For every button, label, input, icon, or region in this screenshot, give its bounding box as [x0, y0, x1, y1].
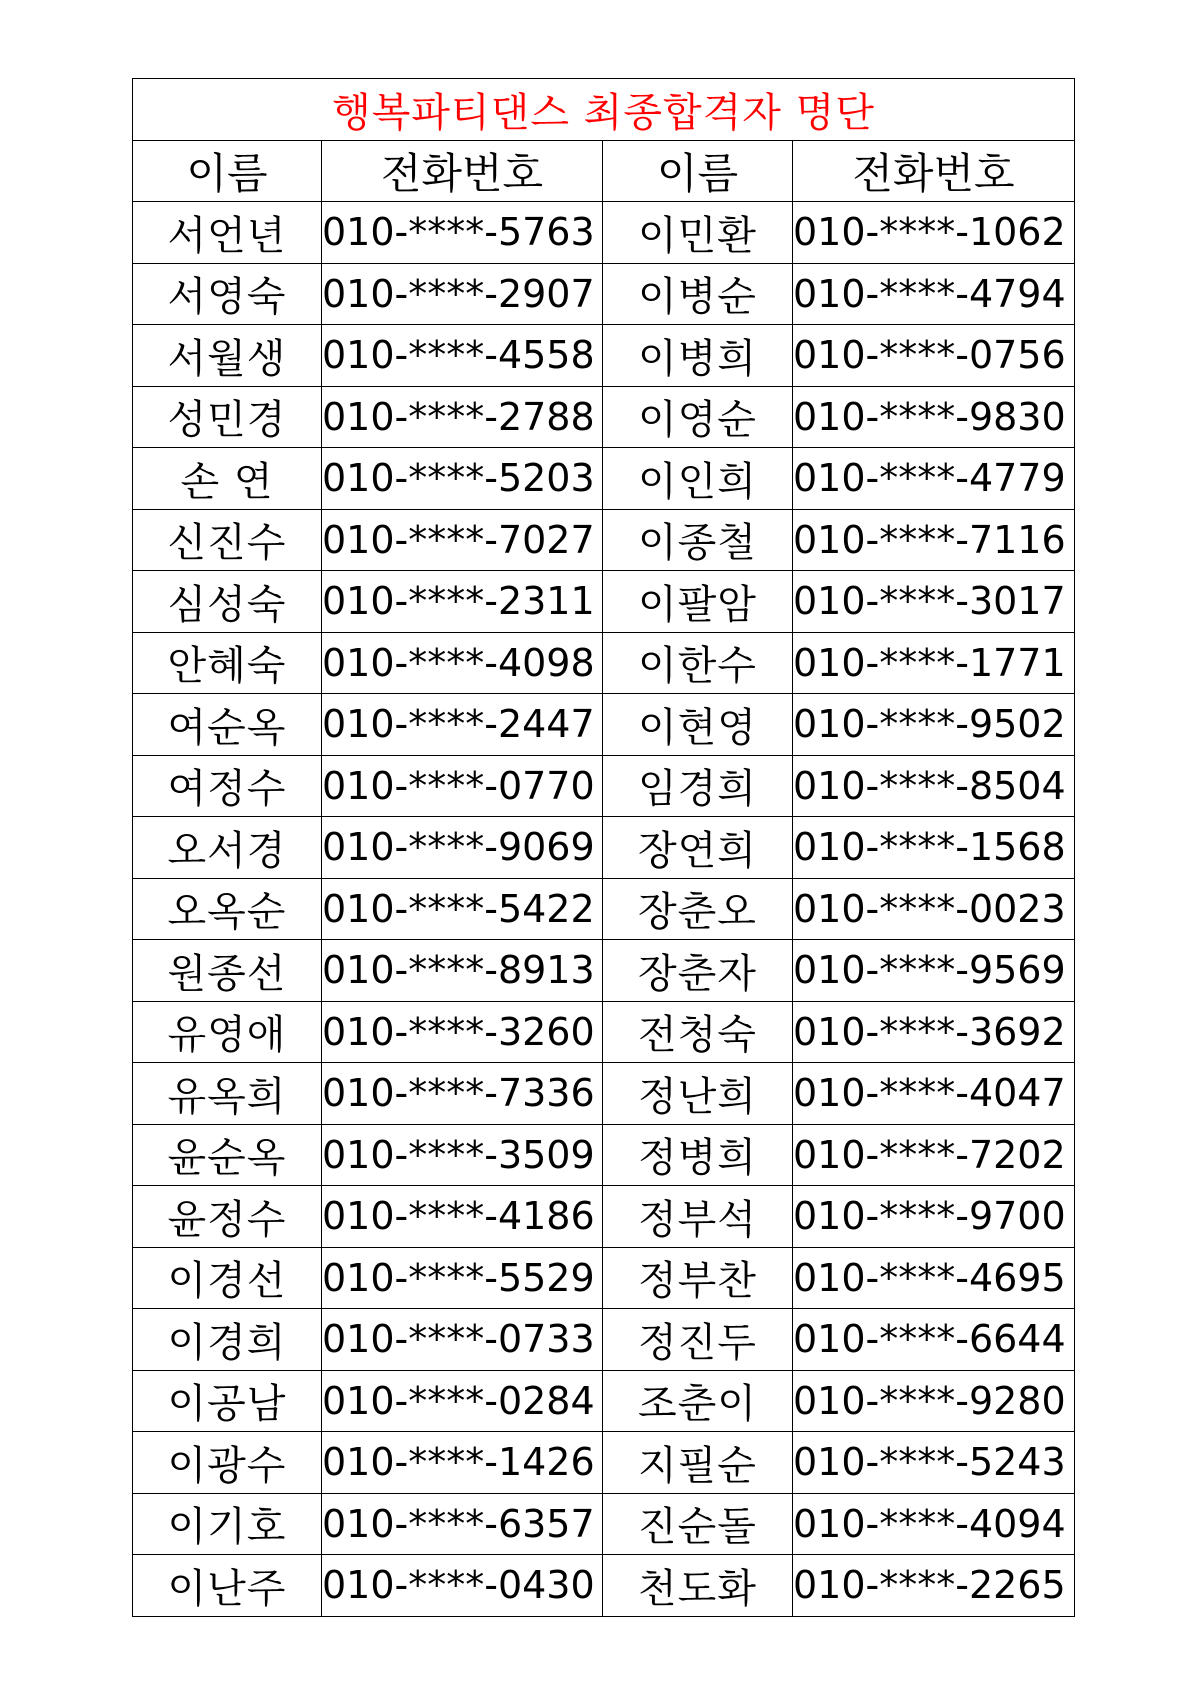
roster-table	[132, 78, 1075, 1617]
participant-name-right: 진순돌	[603, 1493, 793, 1555]
participant-phone-right: 010-****-3692	[793, 1001, 1075, 1063]
table-row	[133, 509, 1075, 571]
participant-name-right: 정병희	[603, 1124, 793, 1186]
participant-phone-left: 010-****-0284	[322, 1370, 603, 1432]
table-row	[133, 325, 1075, 387]
participant-name-right: 이인희	[603, 448, 793, 510]
participant-name-right: 이병순	[603, 263, 793, 325]
participant-name-left: 윤정수	[133, 1186, 322, 1248]
participant-phone-left: 010-****-7336	[322, 1063, 603, 1125]
table-row	[133, 263, 1075, 325]
table-row	[133, 448, 1075, 510]
table-row	[133, 1555, 1075, 1617]
table-row	[133, 755, 1075, 817]
table-row	[133, 694, 1075, 756]
participant-phone-right: 010-****-6644	[793, 1309, 1075, 1371]
table-row	[133, 1309, 1075, 1371]
participant-name-right: 이팔암	[603, 571, 793, 633]
participant-name-left: 이경희	[133, 1309, 322, 1371]
participant-phone-right: 010-****-4779	[793, 448, 1075, 510]
participant-phone-right: 010-****-4094	[793, 1493, 1075, 1555]
participant-phone-right: 010-****-0756	[793, 325, 1075, 387]
table-row	[133, 1186, 1075, 1248]
table-row	[133, 202, 1075, 264]
participant-name-left: 손 연	[133, 448, 322, 510]
table-row	[133, 1493, 1075, 1555]
participant-phone-left: 010-****-5763	[322, 202, 603, 264]
participant-name-left: 여정수	[133, 755, 322, 817]
participant-phone-right: 010-****-4794	[793, 263, 1075, 325]
participant-phone-left: 010-****-3509	[322, 1124, 603, 1186]
participant-phone-left: 010-****-0733	[322, 1309, 603, 1371]
participant-name-right: 이민환	[603, 202, 793, 264]
table-row	[133, 386, 1075, 448]
header-name-2: 이름	[603, 140, 793, 202]
participant-name-left: 여순옥	[133, 694, 322, 756]
participant-name-left: 이공남	[133, 1370, 322, 1432]
participant-name-left: 이경선	[133, 1247, 322, 1309]
participant-name-right: 장춘오	[603, 878, 793, 940]
participant-name-left: 이광수	[133, 1432, 322, 1494]
title-row	[133, 79, 1075, 141]
participant-name-right: 천도화	[603, 1555, 793, 1617]
participant-name-right: 조춘이	[603, 1370, 793, 1432]
participant-name-left: 심성숙	[133, 571, 322, 633]
table-row	[133, 1001, 1075, 1063]
participant-phone-left: 010-****-2311	[322, 571, 603, 633]
participant-phone-left: 010-****-3260	[322, 1001, 603, 1063]
participant-name-right: 장춘자	[603, 940, 793, 1002]
participant-phone-right: 010-****-7202	[793, 1124, 1075, 1186]
participant-phone-right: 010-****-8504	[793, 755, 1075, 817]
participant-phone-right: 010-****-0023	[793, 878, 1075, 940]
participant-name-left: 서월생	[133, 325, 322, 387]
participant-phone-left: 010-****-2788	[322, 386, 603, 448]
participant-name-right: 정부석	[603, 1186, 793, 1248]
participant-name-left: 안혜숙	[133, 632, 322, 694]
participant-name-left: 유영애	[133, 1001, 322, 1063]
participant-name-right: 임경희	[603, 755, 793, 817]
table-row	[133, 1063, 1075, 1125]
participant-name-right: 이영순	[603, 386, 793, 448]
participant-name-right: 이현영	[603, 694, 793, 756]
participant-phone-left: 010-****-5529	[322, 1247, 603, 1309]
participant-phone-right: 010-****-9700	[793, 1186, 1075, 1248]
table-row	[133, 1124, 1075, 1186]
table-row	[133, 878, 1075, 940]
participant-name-right: 정부찬	[603, 1247, 793, 1309]
participant-phone-right: 010-****-4047	[793, 1063, 1075, 1125]
participant-phone-right: 010-****-5243	[793, 1432, 1075, 1494]
table-row	[133, 1247, 1075, 1309]
participant-phone-left: 010-****-6357	[322, 1493, 603, 1555]
participant-phone-right: 010-****-9502	[793, 694, 1075, 756]
participant-phone-left: 010-****-4098	[322, 632, 603, 694]
participant-name-right: 이병희	[603, 325, 793, 387]
participant-phone-right: 010-****-1771	[793, 632, 1075, 694]
participant-phone-left: 010-****-0430	[322, 1555, 603, 1617]
participant-phone-left: 010-****-0770	[322, 755, 603, 817]
participant-phone-left: 010-****-5422	[322, 878, 603, 940]
participant-name-right: 장연희	[603, 817, 793, 879]
table-row	[133, 1370, 1075, 1432]
participant-name-left: 신진수	[133, 509, 322, 571]
participant-phone-right: 010-****-2265	[793, 1555, 1075, 1617]
participant-phone-left: 010-****-1426	[322, 1432, 603, 1494]
participant-name-right: 정난희	[603, 1063, 793, 1125]
participant-name-left: 이기호	[133, 1493, 322, 1555]
participant-phone-right: 010-****-3017	[793, 571, 1075, 633]
participant-name-right: 전청숙	[603, 1001, 793, 1063]
participant-phone-right: 010-****-4695	[793, 1247, 1075, 1309]
participant-name-left: 오서경	[133, 817, 322, 879]
participant-name-left: 원종선	[133, 940, 322, 1002]
participant-name-left: 유옥희	[133, 1063, 322, 1125]
participant-name-right: 이종철	[603, 509, 793, 571]
header-phone-1: 전화번호	[322, 140, 603, 202]
header-phone-2: 전화번호	[793, 140, 1075, 202]
participant-phone-left: 010-****-7027	[322, 509, 603, 571]
participant-name-right: 정진두	[603, 1309, 793, 1371]
header-row	[133, 140, 1075, 202]
participant-phone-left: 010-****-2447	[322, 694, 603, 756]
participant-phone-right: 010-****-7116	[793, 509, 1075, 571]
participant-name-left: 이난주	[133, 1555, 322, 1617]
participant-name-left: 서영숙	[133, 263, 322, 325]
participant-phone-left: 010-****-2907	[322, 263, 603, 325]
participant-name-left: 서언년	[133, 202, 322, 264]
participant-phone-left: 010-****-4186	[322, 1186, 603, 1248]
header-name-1: 이름	[133, 140, 322, 202]
table-row	[133, 571, 1075, 633]
table-row	[133, 940, 1075, 1002]
participant-name-left: 오옥순	[133, 878, 322, 940]
participant-phone-left: 010-****-9069	[322, 817, 603, 879]
participant-phone-left: 010-****-8913	[322, 940, 603, 1002]
participant-name-right: 지필순	[603, 1432, 793, 1494]
participant-name-right: 이한수	[603, 632, 793, 694]
participant-phone-left: 010-****-4558	[322, 325, 603, 387]
roster-body	[133, 202, 1075, 1617]
participant-phone-right: 010-****-1062	[793, 202, 1075, 264]
participant-phone-right: 010-****-9569	[793, 940, 1075, 1002]
participant-phone-right: 010-****-1568	[793, 817, 1075, 879]
table-row	[133, 817, 1075, 879]
participant-name-left: 성민경	[133, 386, 322, 448]
table-row	[133, 632, 1075, 694]
participant-phone-right: 010-****-9830	[793, 386, 1075, 448]
table-title: 행복파티댄스 최종합격자 명단	[133, 79, 1075, 141]
participant-phone-left: 010-****-5203	[322, 448, 603, 510]
participant-name-left: 윤순옥	[133, 1124, 322, 1186]
table-row	[133, 1432, 1075, 1494]
participant-phone-right: 010-****-9280	[793, 1370, 1075, 1432]
